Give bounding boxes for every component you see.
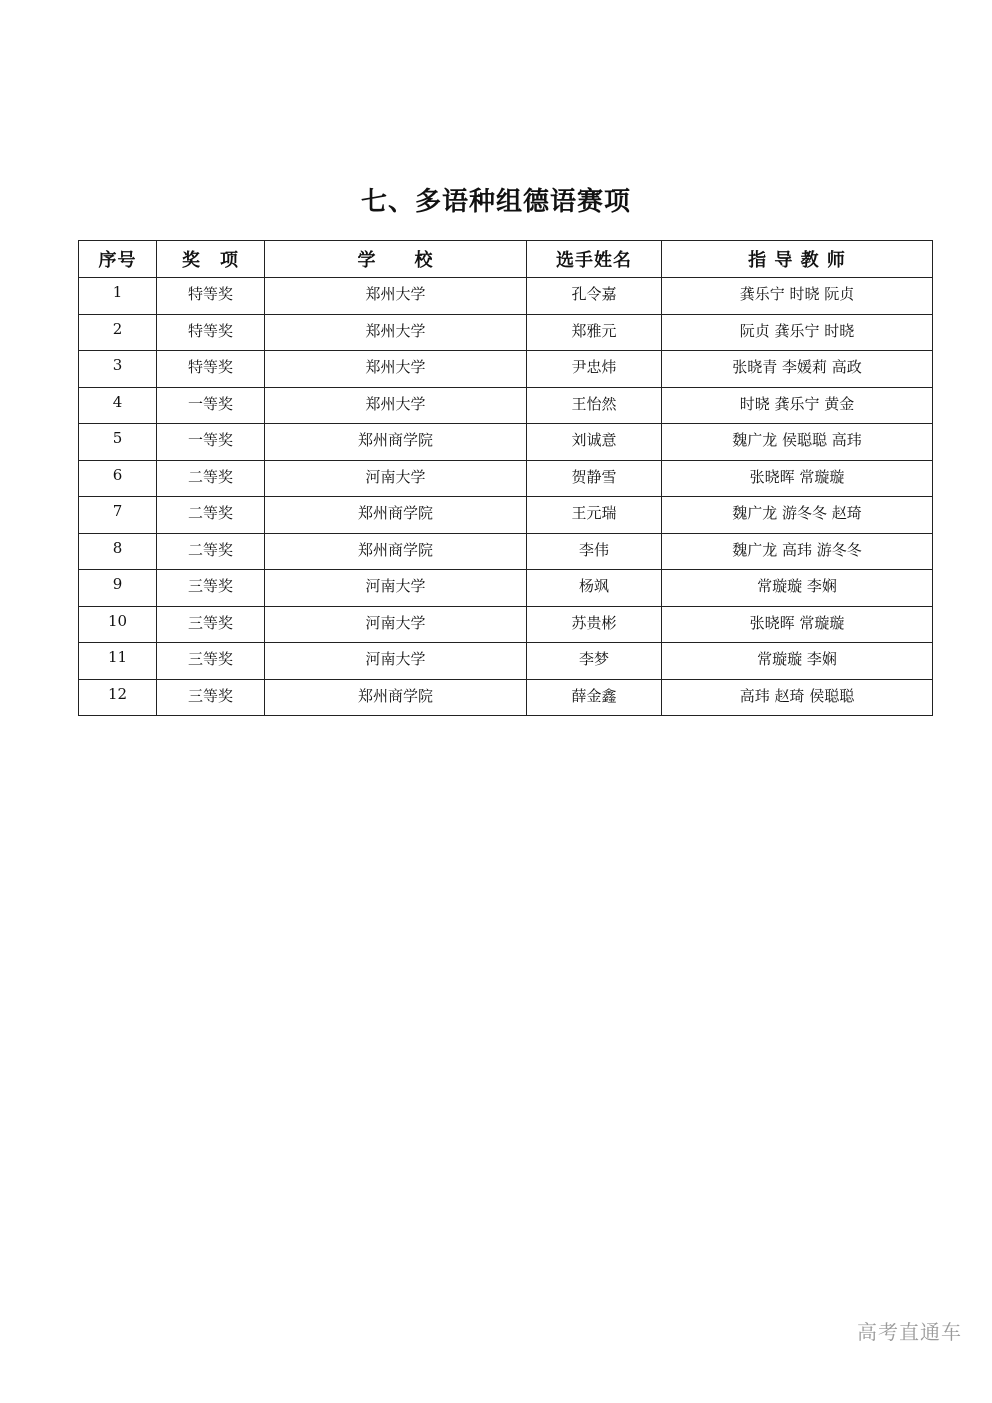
cell-school: 郑州商学院: [265, 533, 527, 570]
cell-school: 河南大学: [265, 606, 527, 643]
cell-index: 1: [79, 278, 157, 315]
cell-contestant: 杨飒: [527, 570, 662, 607]
cell-award: 特等奖: [157, 314, 265, 351]
cell-advisors: 魏广龙 游冬冬 赵琦: [662, 497, 933, 534]
cell-index: 6: [79, 460, 157, 497]
cell-school: 郑州商学院: [265, 679, 527, 716]
cell-contestant: 苏贵彬: [527, 606, 662, 643]
table-row: [79, 278, 933, 315]
cell-school: 郑州商学院: [265, 424, 527, 461]
table-header-row: [79, 241, 933, 278]
cell-contestant: 薛金鑫: [527, 679, 662, 716]
cell-contestant: 李梦: [527, 643, 662, 680]
cell-contestant: 孔令嘉: [527, 278, 662, 315]
cell-award: 一等奖: [157, 387, 265, 424]
cell-award: 二等奖: [157, 497, 265, 534]
table-row: [79, 387, 933, 424]
cell-contestant: 李伟: [527, 533, 662, 570]
cell-index: 11: [79, 643, 157, 680]
table-row: [79, 679, 933, 716]
cell-advisors: 张晓青 李媛莉 高政: [662, 351, 933, 388]
cell-index: 12: [79, 679, 157, 716]
header-school: 学 校: [265, 241, 527, 278]
table-row: [79, 314, 933, 351]
cell-advisors: 龚乐宁 时晓 阮贞: [662, 278, 933, 315]
table-row: [79, 424, 933, 461]
cell-award: 一等奖: [157, 424, 265, 461]
table-row: [79, 460, 933, 497]
cell-award: 三等奖: [157, 679, 265, 716]
cell-index: 4: [79, 387, 157, 424]
cell-contestant: 王怡然: [527, 387, 662, 424]
cell-advisors: 张晓晖 常璇璇: [662, 606, 933, 643]
header-index: 序号: [79, 241, 157, 278]
cell-advisors: 魏广龙 高玮 游冬冬: [662, 533, 933, 570]
cell-advisors: 常璇璇 李娴: [662, 570, 933, 607]
cell-award: 特等奖: [157, 351, 265, 388]
header-advisors: 指 导 教 师: [662, 241, 933, 278]
cell-contestant: 郑雅元: [527, 314, 662, 351]
cell-advisors: 阮贞 龚乐宁 时晓: [662, 314, 933, 351]
cell-school: 河南大学: [265, 460, 527, 497]
cell-school: 郑州大学: [265, 278, 527, 315]
cell-award: 三等奖: [157, 570, 265, 607]
cell-index: 3: [79, 351, 157, 388]
cell-school: 郑州大学: [265, 351, 527, 388]
cell-award: 二等奖: [157, 533, 265, 570]
watermark-text: 高考直通车: [857, 1320, 962, 1344]
cell-school: 郑州商学院: [265, 497, 527, 534]
cell-award: 三等奖: [157, 606, 265, 643]
table-row: [79, 533, 933, 570]
cell-advisors: 高玮 赵琦 侯聪聪: [662, 679, 933, 716]
cell-contestant: 王元瑞: [527, 497, 662, 534]
cell-school: 河南大学: [265, 643, 527, 680]
cell-award: 三等奖: [157, 643, 265, 680]
table-row: [79, 351, 933, 388]
cell-advisors: 魏广龙 侯聪聪 高玮: [662, 424, 933, 461]
cell-advisors: 常璇璇 李娴: [662, 643, 933, 680]
cell-index: 7: [79, 497, 157, 534]
cell-index: 2: [79, 314, 157, 351]
cell-index: 5: [79, 424, 157, 461]
cell-index: 8: [79, 533, 157, 570]
header-award: 奖 项: [157, 241, 265, 278]
cell-award: 二等奖: [157, 460, 265, 497]
table-row: [79, 497, 933, 534]
page-title: 七、多语种组德语赛项: [360, 187, 631, 217]
cell-contestant: 贺静雪: [527, 460, 662, 497]
table-row: [79, 606, 933, 643]
cell-school: 河南大学: [265, 570, 527, 607]
cell-contestant: 尹忠炜: [527, 351, 662, 388]
cell-advisors: 时晓 龚乐宁 黄金: [662, 387, 933, 424]
award-table: [78, 240, 933, 716]
cell-contestant: 刘诚意: [527, 424, 662, 461]
cell-advisors: 张晓晖 常璇璇: [662, 460, 933, 497]
table-body: [79, 278, 933, 716]
cell-school: 郑州大学: [265, 314, 527, 351]
cell-index: 10: [79, 606, 157, 643]
cell-school: 郑州大学: [265, 387, 527, 424]
cell-index: 9: [79, 570, 157, 607]
cell-award: 特等奖: [157, 278, 265, 315]
table-row: [79, 643, 933, 680]
header-contestant: 选手姓名: [527, 241, 662, 278]
table-row: [79, 570, 933, 607]
